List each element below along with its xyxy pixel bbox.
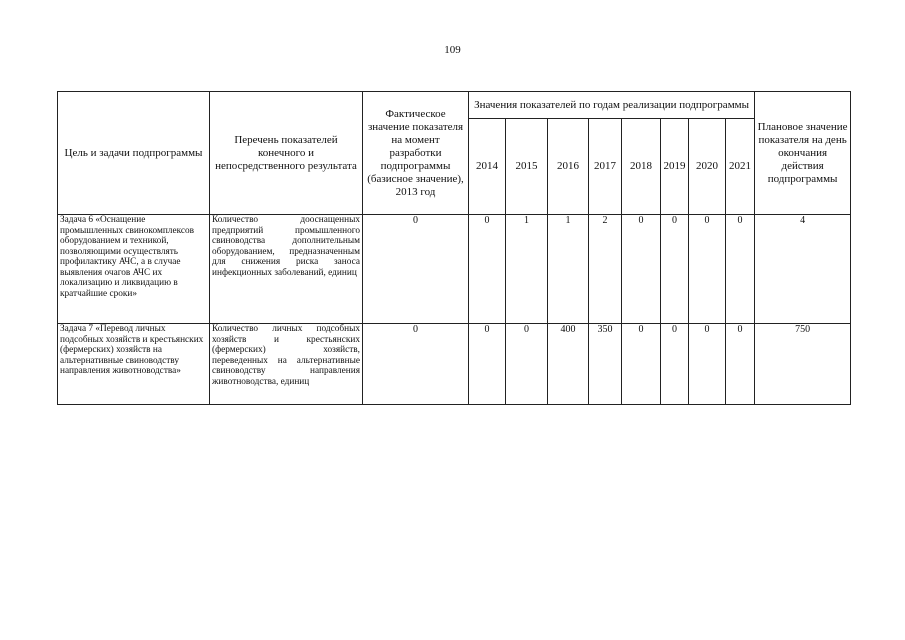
- year-value-cell: 0: [689, 324, 726, 405]
- header-planned: Плановое значение показателя на день окончания действия подпрограммы: [755, 92, 851, 215]
- year-value-cell: 0: [661, 215, 689, 324]
- year-value-cell: 0: [469, 324, 506, 405]
- header-indicators: Перечень показателей конечного и непосредственного результата: [210, 92, 363, 215]
- year-value-cell: 0: [726, 215, 755, 324]
- task-cell: Задача 7 «Перевод личных подсобных хозяйств и крестьянских (фермерских) хозяйств на альтернативные свиноводству направления животноводства»: [58, 324, 210, 405]
- year-value-cell: 1: [506, 215, 548, 324]
- header-year: 2020: [689, 119, 726, 215]
- year-value-cell: 0: [469, 215, 506, 324]
- header-goal: Цель и задачи подпрограммы: [58, 92, 210, 215]
- indicator-cell: Количество личных подсобных хозяйств и крестьянских (фермерских) хозяйств, переведенных на альтернативные свиноводству направления животноводства, единиц: [210, 324, 363, 405]
- header-year: 2021: [726, 119, 755, 215]
- header-year: 2019: [661, 119, 689, 215]
- indicator-cell: Количество дооснащенных предприятий промышленного свиноводства дополнительным оборудованием, предназначенным для снижения риска заноса инфекционных заболеваний, единиц: [210, 215, 363, 324]
- year-value-cell: 0: [506, 324, 548, 405]
- header-year: 2014: [469, 119, 506, 215]
- actual-value-cell: 0: [363, 324, 469, 405]
- indicators-table: [57, 91, 851, 405]
- table-row: [58, 324, 851, 405]
- planned-value-cell: 4: [755, 215, 851, 324]
- header-year: 2018: [622, 119, 661, 215]
- header-year: 2016: [548, 119, 589, 215]
- year-value-cell: 2: [589, 215, 622, 324]
- year-value-cell: 0: [622, 215, 661, 324]
- header-year: 2015: [506, 119, 548, 215]
- planned-value-cell: 750: [755, 324, 851, 405]
- year-value-cell: 350: [589, 324, 622, 405]
- year-value-cell: 0: [622, 324, 661, 405]
- year-value-cell: 0: [689, 215, 726, 324]
- year-value-cell: 1: [548, 215, 589, 324]
- year-value-cell: 400: [548, 324, 589, 405]
- year-value-cell: 0: [726, 324, 755, 405]
- header-actual: Фактическое значение показателя на момент разработки подпрограммы (базисное значение), 2013 год: [363, 92, 469, 215]
- table-row: [58, 215, 851, 324]
- header-year: 2017: [589, 119, 622, 215]
- task-cell: Задача 6 «Оснащение промышленных свинокомплексов оборудованием и техникой, позволяющими осуществлять профилактику АЧС, а в случае выявления очагов АЧС их локализацию и ликвидацию в кратчайшие сроки»: [58, 215, 210, 324]
- header-years-group: Значения показателей по годам реализации подпрограммы: [469, 92, 755, 119]
- header-row: [58, 92, 851, 119]
- actual-value-cell: 0: [363, 215, 469, 324]
- year-value-cell: 0: [661, 324, 689, 405]
- page-number: 109: [444, 44, 461, 56]
